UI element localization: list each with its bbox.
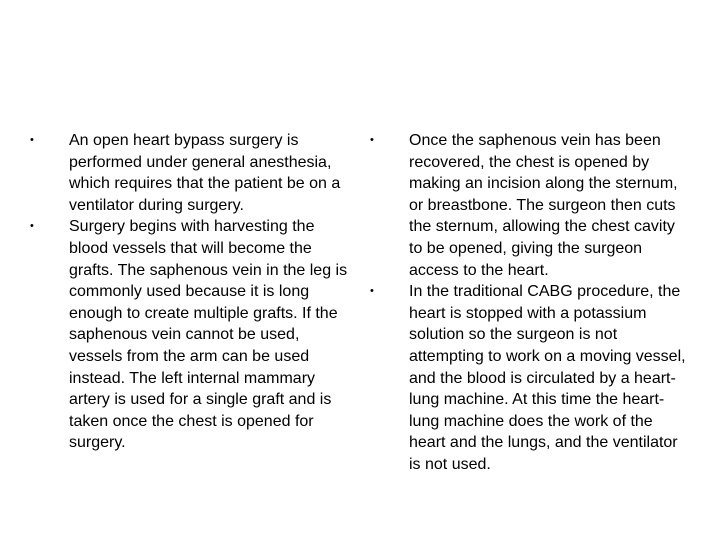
bullet-item bbox=[370, 130, 692, 281]
bullet-text: Once the saphenous vein has been recovered, the chest is opened by making an incision along the sternum, or breastbone. The surgeon then cuts the sternum, allowing the chest cavity to be opened, giving the surgeon access to the heart. bbox=[409, 132, 678, 279]
bullet-icon: • bbox=[30, 134, 34, 146]
bullet-item bbox=[30, 216, 352, 454]
bullet-icon: • bbox=[30, 220, 34, 233]
bullet-text: Surgery begins with harvesting the blood vessels that will become the grafts. The saphenous vein in the leg is commonly used because it is long enough to create multiple grafts. If the saphenous vein cannot be used, vessels from the arm can be used instead. The left internal mammary artery is used for a single graft and is taken once the chest is opened for surgery. bbox=[69, 218, 348, 452]
bullet-item bbox=[30, 130, 352, 216]
bullet-icon: • bbox=[370, 134, 374, 146]
bullet-item bbox=[370, 281, 692, 475]
bullet-text: In the traditional CABG procedure, the heart is stopped with a potassium solution so the surgeon is not attempting to work on a moving vessel, and the blood is circulated by a heart-lung machine. At this time the heart-lung machine does the work of the heart and the lungs, and the ventilator is not used. bbox=[409, 283, 686, 473]
left-column bbox=[30, 130, 352, 454]
bullet-text: An open heart bypass surgery is performed under general anesthesia, which requires that the patient be on a ventilator during surgery. bbox=[69, 132, 341, 214]
bullet-icon: • bbox=[370, 285, 374, 298]
right-column bbox=[370, 130, 692, 476]
